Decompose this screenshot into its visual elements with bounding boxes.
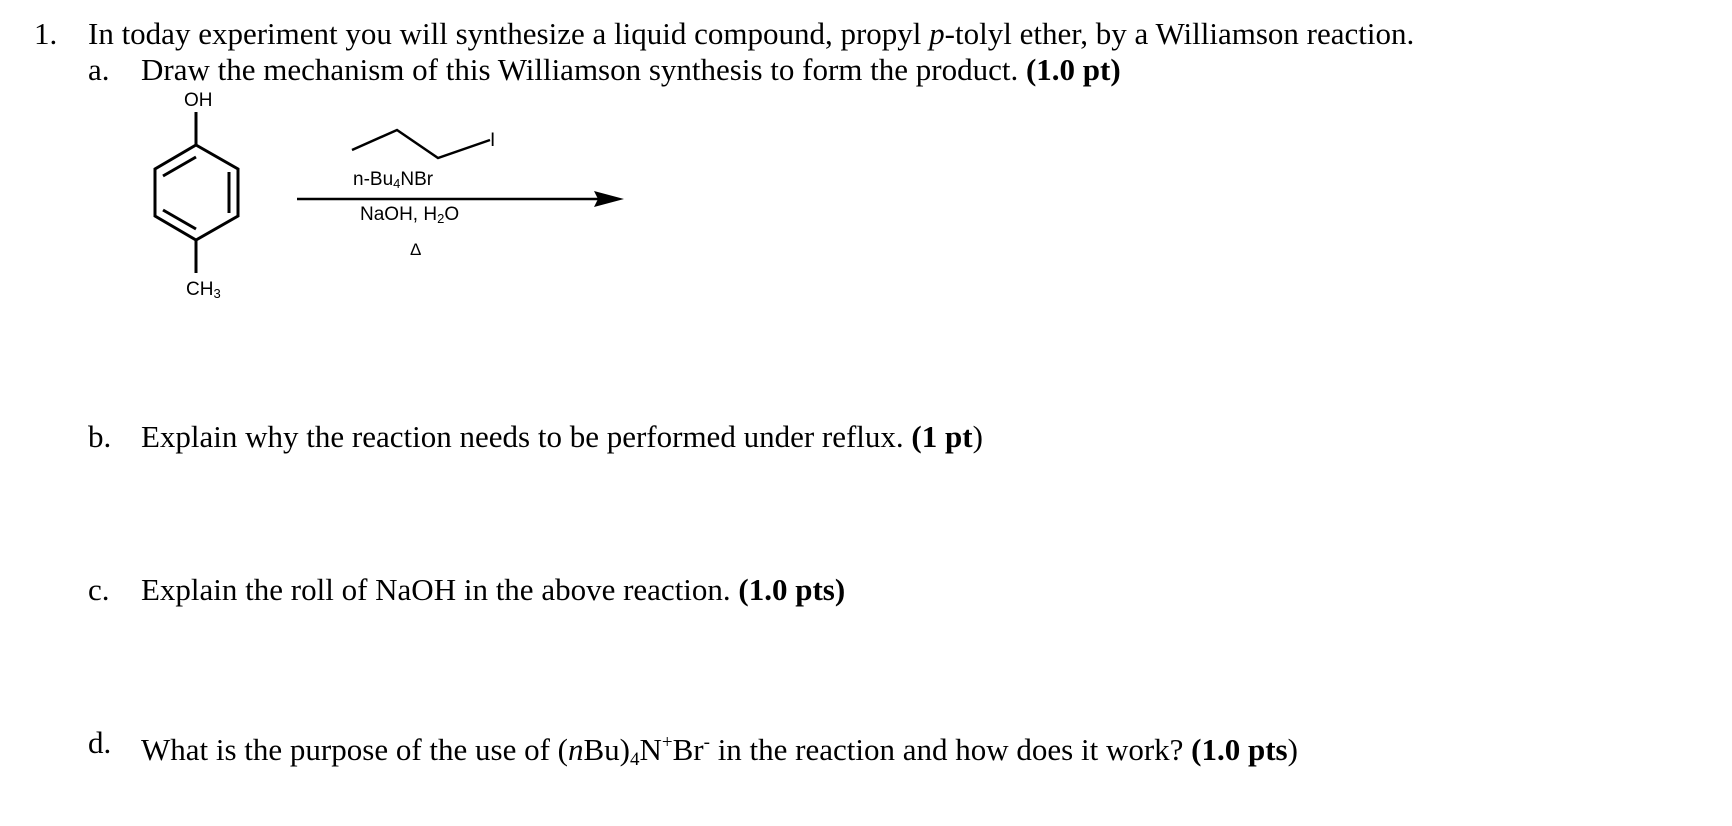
reagent-base-sub: 2 (437, 211, 445, 226)
part-d-points-close: ) (1287, 732, 1298, 767)
part-b-letter: b. (88, 419, 112, 454)
oh-label: OH (184, 90, 213, 111)
part-d-points: (1.0 pts (1191, 732, 1288, 767)
reagent-catalyst-main: n-Bu (353, 169, 394, 190)
part-d-text-2: Bu) (583, 732, 630, 767)
ch3-label (186, 279, 221, 305)
ch3-sub: 3 (213, 286, 221, 301)
propyl-chain (352, 130, 490, 158)
part-d-letter: d. (88, 725, 112, 760)
reagent-base-main: NaOH, H (360, 204, 438, 225)
part-b-points: 1 pt (921, 419, 973, 454)
reagent-base (360, 204, 459, 230)
benzene-ring (155, 145, 238, 240)
reaction-scheme (0, 0, 700, 320)
part-d-text (141, 725, 1298, 778)
part-d-text-4: Br (672, 732, 704, 767)
heat-symbol: Δ (410, 240, 422, 259)
part-b-text (141, 419, 983, 455)
question-text-part2: -tolyl ether, by a Williamson reaction. (944, 16, 1415, 51)
part-c-prompt: Explain the roll of NaOH in the above reaction. (141, 572, 739, 607)
part-b-prompt: Explain why the reaction needs to be performed under reflux. (141, 419, 912, 454)
part-d-text-3: N (639, 732, 662, 767)
p-cresol-structure (155, 112, 238, 273)
ring-double-bond-3 (163, 210, 196, 229)
question-text-italic: p (929, 16, 945, 51)
ch3-main: CH (186, 279, 214, 300)
part-b-points-close: ) (972, 419, 983, 454)
part-c-points: (1.0 pts) (738, 572, 846, 607)
reaction-arrow (297, 191, 624, 207)
question-text-part1: In today experiment you will synthesize a liquid compound, propyl (88, 16, 930, 51)
part-d-sup-plus: + (661, 732, 673, 753)
reagent-catalyst (353, 169, 433, 195)
reagent-catalyst-sub: 4 (393, 176, 401, 191)
part-d-text-5: in the reaction and how does it work? (709, 732, 1192, 767)
part-d-italic-n: n (568, 732, 584, 767)
part-d-sub-4: 4 (630, 749, 640, 770)
reagent-base-end: O (444, 204, 460, 225)
part-a-letter: a. (88, 52, 110, 87)
part-d-text-1: What is the purpose of the use of ( (141, 732, 568, 767)
iodine-label: I (490, 130, 496, 151)
arrow-head (594, 191, 624, 207)
part-b-points-open: ( (911, 419, 922, 454)
part-a-prompt: Draw the mechanism of this Williamson synthesis to form the product. (141, 52, 1026, 87)
question-number: 1. (34, 16, 58, 51)
part-c-text (141, 572, 845, 608)
part-c-letter: c. (88, 572, 110, 607)
propyl-iodide-structure (352, 130, 490, 158)
part-d-sup-minus: - (703, 732, 710, 753)
part-a-points: (1.0 pt) (1025, 52, 1121, 87)
reagent-catalyst-end: NBr (400, 169, 434, 190)
